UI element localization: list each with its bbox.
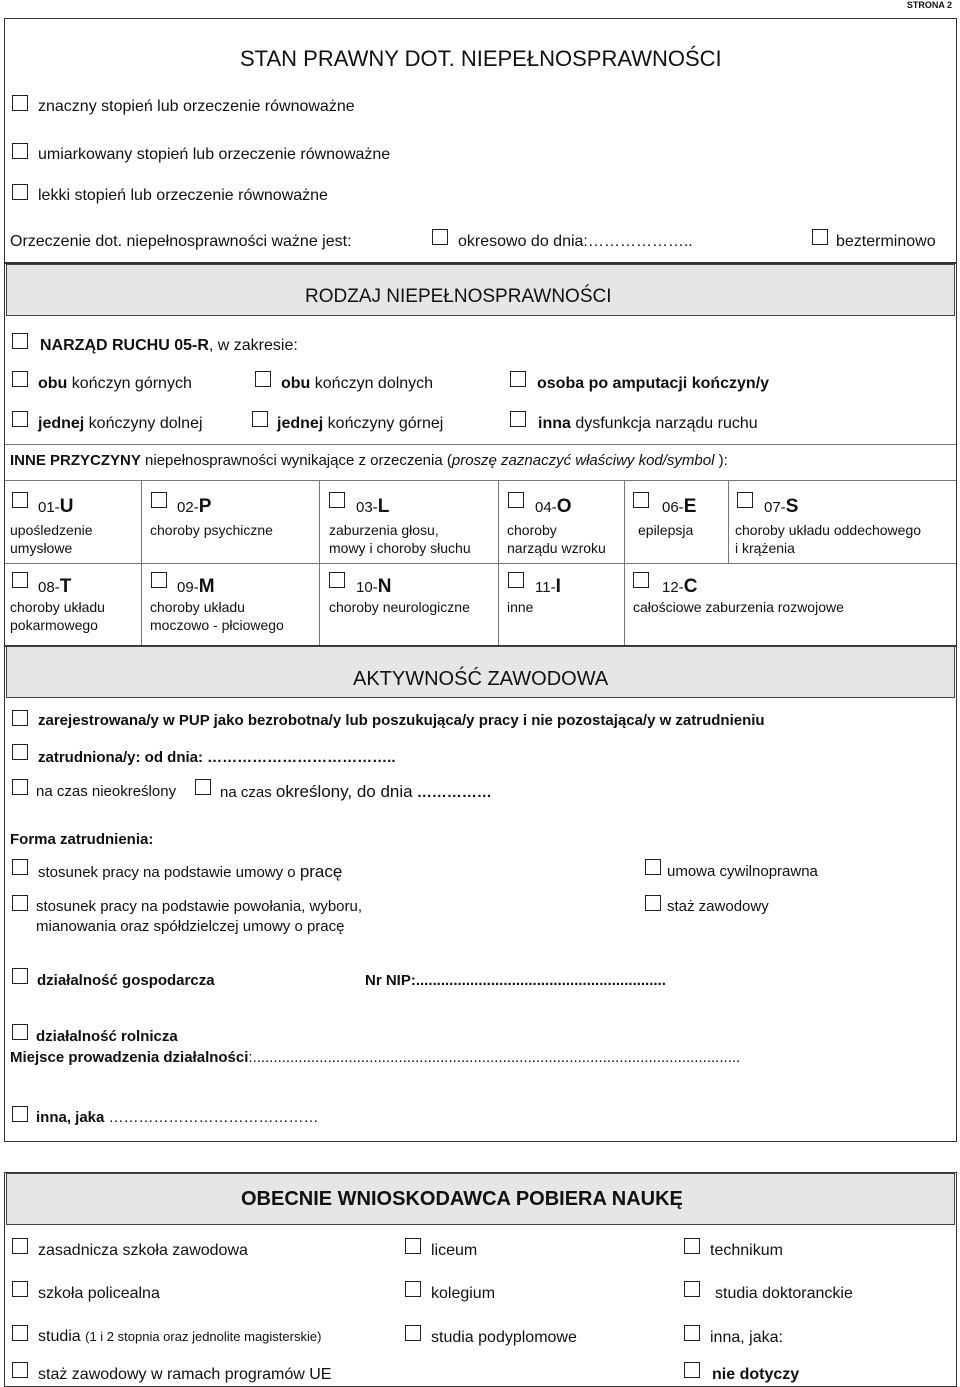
both-upper-label: obu kończyn górnych <box>38 375 192 392</box>
other-work-checkbox[interactable] <box>12 1106 28 1122</box>
postgrad-checkbox[interactable] <box>405 1325 421 1341</box>
education-title: OBECNIE WNIOSKODAWCA POBIERA NAUKĘ <box>241 1188 683 1210</box>
registered-checkbox[interactable] <box>12 710 28 726</box>
grid-line <box>728 480 729 563</box>
both-lower-checkbox[interactable] <box>255 371 271 387</box>
phd-checkbox[interactable] <box>684 1281 700 1297</box>
kind-title: RODZAJ NIEPEŁNOSPRAWNOŚCI <box>305 286 612 307</box>
kolegium-checkbox[interactable] <box>405 1281 421 1297</box>
appointment-label-2: mianowania oraz spółdzielczej umowy o pracę <box>36 918 345 935</box>
both-lower-label: obu kończyn dolnych <box>281 375 434 392</box>
definite-term-label: na czas określony, do dnia …………… <box>220 782 492 801</box>
other-motor-checkbox[interactable] <box>510 411 526 427</box>
work-title: AKTYWNOŚĆ ZAWODOWA <box>353 668 609 690</box>
employed-checkbox[interactable] <box>12 744 28 760</box>
indefinite-term-label: na czas nieokreślony <box>36 783 177 800</box>
other-motor-label: inna dysfunkcja narządu ruchu <box>538 415 758 432</box>
post-secondary-label: szkoła policealna <box>38 1285 160 1302</box>
appointment-label-1: stosunek pracy na podstawie powołania, wyboru, <box>36 898 363 915</box>
other-work-label: inna, jaka …………………………………… <box>36 1109 319 1126</box>
divider <box>5 444 956 445</box>
registered-label: zarejestrowana/y w PUP jako bezrobotna/y lub poszukująca/y pracy i nie pozostająca/y w zatrudnieniu <box>38 712 765 729</box>
motor-organ-checkbox[interactable] <box>12 333 28 349</box>
degree-significant-label: znaczny stopień lub orzeczenie równoważne <box>38 98 355 115</box>
internship-label: staż zawodowy <box>667 898 769 915</box>
kolegium-label: kolegium <box>431 1285 496 1302</box>
code-01-checkbox[interactable] <box>12 492 28 508</box>
code-10-checkbox[interactable] <box>329 572 345 588</box>
one-upper-label: jednej kończyny górnej <box>277 415 444 432</box>
eu-internship-label: staż zawodowy w ramach programów UE <box>38 1366 332 1383</box>
eu-internship-checkbox[interactable] <box>12 1362 28 1378</box>
periodic-checkbox[interactable] <box>432 229 448 245</box>
appointment-checkbox[interactable] <box>12 895 28 911</box>
indefinite-checkbox[interactable] <box>812 229 828 245</box>
code-07-checkbox[interactable] <box>737 492 753 508</box>
degree-light-checkbox[interactable] <box>12 184 28 200</box>
nip-label: Nr NIP:............................................................ <box>365 972 666 989</box>
vocational-checkbox[interactable] <box>12 1238 28 1254</box>
business-place-label: Miejsce prowadzenia działalności:..................................................................................................................... <box>10 1049 741 1066</box>
studies-checkbox[interactable] <box>12 1325 28 1341</box>
amputation-label: osoba po amputacji kończyn/y <box>537 375 770 392</box>
farming-checkbox[interactable] <box>12 1024 28 1040</box>
one-lower-checkbox[interactable] <box>12 411 28 427</box>
both-upper-checkbox[interactable] <box>12 371 28 387</box>
divider <box>5 563 956 564</box>
valid-label: Orzeczenie dot. niepełnosprawności ważne jest: <box>10 233 352 250</box>
farming-label: działalność rolnicza <box>36 1028 178 1045</box>
indefinite-label: bezterminowo <box>836 233 936 250</box>
post-secondary-checkbox[interactable] <box>12 1281 28 1297</box>
phd-label: studia doktoranckie <box>715 1285 853 1302</box>
one-lower-label: jednej kończyny dolnej <box>38 415 203 432</box>
business-label: działalność gospodarcza <box>37 972 215 989</box>
degree-moderate-label: umiarkowany stopień lub orzeczenie równoważne <box>38 146 391 163</box>
code-04-checkbox[interactable] <box>508 492 524 508</box>
code-11-checkbox[interactable] <box>508 572 524 588</box>
divider <box>5 480 956 481</box>
employment-contract-checkbox[interactable] <box>12 859 28 875</box>
code-09-checkbox[interactable] <box>151 572 167 588</box>
vocational-label: zasadnicza szkoła zawodowa <box>38 1242 248 1259</box>
code-08-checkbox[interactable] <box>12 572 28 588</box>
definite-term-checkbox[interactable] <box>195 779 211 795</box>
degree-significant-checkbox[interactable] <box>12 95 28 111</box>
page-label: STRONA 2 <box>906 0 952 10</box>
business-checkbox[interactable] <box>12 968 28 984</box>
one-upper-checkbox[interactable] <box>252 411 268 427</box>
employment-form-label: Forma zatrudnienia: <box>10 831 154 848</box>
periodic-label: okresowo do dnia:……………….. <box>458 233 693 250</box>
indefinite-term-checkbox[interactable] <box>12 779 28 795</box>
degree-moderate-checkbox[interactable] <box>12 143 28 159</box>
code-02-checkbox[interactable] <box>151 492 167 508</box>
disability-title: STAN PRAWNY DOT. NIEPEŁNOSPRAWNOŚCI <box>240 46 722 71</box>
employed-label: zatrudniona/y: od dnia: ……………………………….. <box>38 749 396 766</box>
liceum-checkbox[interactable] <box>405 1238 421 1254</box>
studies-label: studia (1 i 2 stopnia oraz jednolite magisterskie) <box>38 1328 322 1345</box>
other-causes-label: INNE PRZYCZYNY niepełnosprawności wynikające z orzeczenia (proszę zaznaczyć właściwy kod/symbol ): <box>10 452 728 469</box>
code-12-checkbox[interactable] <box>633 572 649 588</box>
code-03-checkbox[interactable] <box>329 492 345 508</box>
other-education-label: inna, jaka: <box>710 1329 783 1346</box>
internship-checkbox[interactable] <box>645 895 661 911</box>
amputation-checkbox[interactable] <box>510 371 526 387</box>
other-education-checkbox[interactable] <box>684 1325 700 1341</box>
civil-contract-checkbox[interactable] <box>645 859 661 875</box>
code-06-checkbox[interactable] <box>633 492 649 508</box>
not-applicable-label: nie dotyczy <box>712 1366 800 1383</box>
motor-organ-label: NARZĄD RUCHU 05-R, w zakresie: <box>40 337 298 354</box>
postgrad-label: studia podyplomowe <box>431 1329 577 1346</box>
technikum-checkbox[interactable] <box>684 1238 700 1254</box>
degree-light-label: lekki stopień lub orzeczenie równoważne <box>38 187 328 204</box>
not-applicable-checkbox[interactable] <box>684 1362 700 1378</box>
liceum-label: liceum <box>431 1242 478 1259</box>
civil-contract-label: umowa cywilnoprawna <box>667 863 818 880</box>
employment-contract-label: stosunek pracy na podstawie umowy o pracę <box>38 862 343 881</box>
technikum-label: technikum <box>710 1242 783 1259</box>
